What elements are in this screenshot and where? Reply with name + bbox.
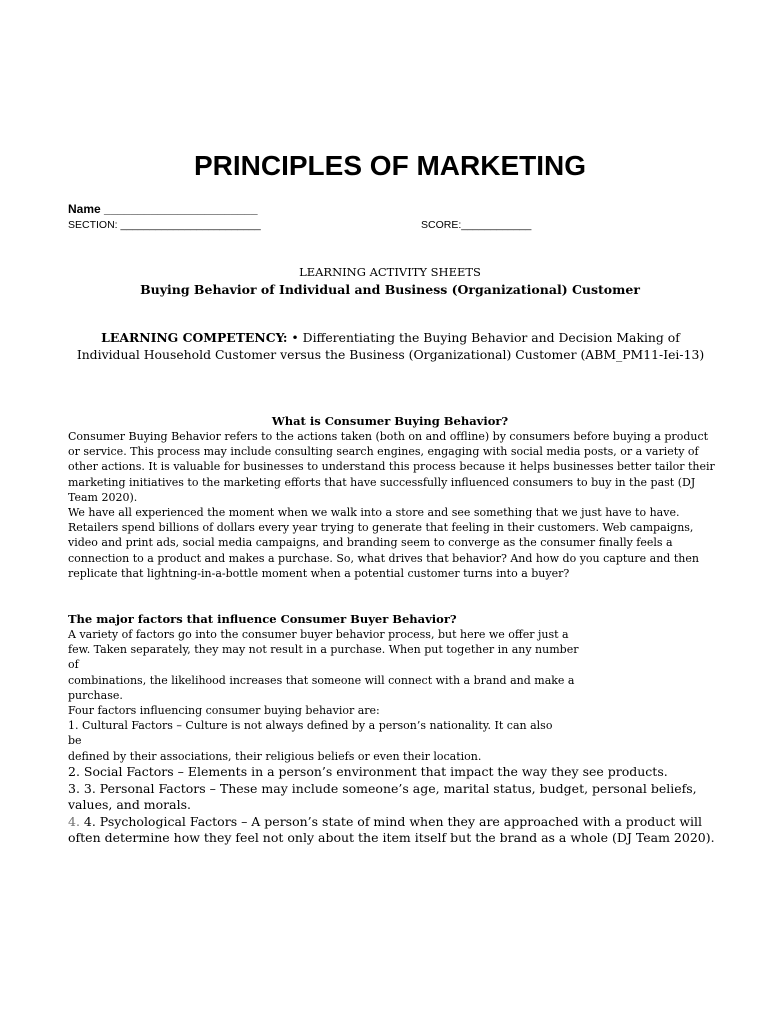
text-line: Four factors influencing consumer buying behavior are: bbox=[68, 704, 380, 718]
factor-item-personal bbox=[68, 781, 718, 814]
text-line: combinations, the likelihood increases that someone will connect with a brand and make a bbox=[68, 673, 575, 687]
text-line: of bbox=[68, 658, 79, 672]
activity-sheet-subtitle: Buying Behavior of Individual and Business (Organizational) Customer bbox=[140, 282, 640, 297]
factors-intro-body bbox=[68, 627, 718, 764]
section-heading-consumer-buying-behavior: What is Consumer Buying Behavior? bbox=[271, 414, 509, 428]
factors-list bbox=[68, 764, 718, 847]
factor-number: 4. bbox=[68, 813, 80, 829]
factor-text: 4. Psychological Factors – A person’s state of mind when they are approached with a product will often determine how they feel not only about the item itself but the brand as a whole (DJ Team 2020). bbox=[68, 813, 715, 846]
page-title: PRINCIPLES OF MARKETING bbox=[193, 150, 586, 181]
factor-number: 3. bbox=[68, 780, 80, 796]
competency-text: • Differentiating the Buying Behavior and Decision Making of Individual Household Customer versus the Business (Organizational) Customer (ABM_PM11-Iei-13) bbox=[76, 330, 705, 362]
consumer-behavior-body bbox=[68, 429, 718, 581]
factor-text: Social Factors – Elements in a person’s environment that impact the way they see products. bbox=[83, 764, 668, 779]
text-line: 1. Cultural Factors – Culture is not always defined by a person’s nationality. It can also bbox=[68, 719, 553, 733]
text-line: A variety of factors go into the consumer buyer behavior process, but here we offer just a bbox=[68, 628, 569, 641]
competency-label: LEARNING COMPETENCY: bbox=[101, 330, 288, 345]
text-line: be bbox=[68, 734, 82, 748]
name-field: Name _______________________ bbox=[68, 202, 258, 216]
learning-competency bbox=[68, 330, 713, 363]
activity-sheet-label: LEARNING ACTIVITY SHEETS bbox=[299, 265, 481, 279]
factor-item-psychological bbox=[68, 814, 718, 847]
factor-number: 2. bbox=[68, 764, 80, 779]
text-line: few. Taken separately, they may not result in a purchase. When put together in any number bbox=[68, 643, 579, 657]
paragraph: Consumer Buying Behavior refers to the actions taken (both on and offline) by consumers before buying a product or service. This process may include consulting search engines, engaging with social media posts, or a variety of other actions. It is valuable for businesses to understand this process because it helps businesses better tailor their marketing initiatives to the marketing efforts that have successfully influenced consumers to buy in the past (DJ Team 2020). bbox=[68, 430, 715, 504]
paragraph: We have all experienced the moment when we walk into a store and see something that we just have to have. Retailers spend billions of dollars every year trying to generate that feeling in their customers. Web campaigns, video and print ads, social media campaigns, and branding seem to converge as the consumer finally feels a connection to a product and makes a purchase. So, what drives that behavior? And how do you capture and then replicate that lightning-in-a-bottle moment when a potential customer turns into a buyer? bbox=[68, 506, 699, 580]
factor-item-social bbox=[68, 764, 718, 781]
text-line: defined by their associations, their religious beliefs or even their location. bbox=[68, 749, 482, 763]
factor-text: 3. Personal Factors – These may include someone’s age, marital status, budget, personal beliefs, values, and morals. bbox=[68, 780, 697, 813]
text-line: purchase. bbox=[68, 688, 123, 702]
section-field: SECTION: ________________________ bbox=[68, 219, 261, 231]
score-field: SCORE:____________ bbox=[421, 219, 532, 231]
section-heading-major-factors: The major factors that influence Consumer Buyer Behavior? bbox=[68, 612, 457, 626]
